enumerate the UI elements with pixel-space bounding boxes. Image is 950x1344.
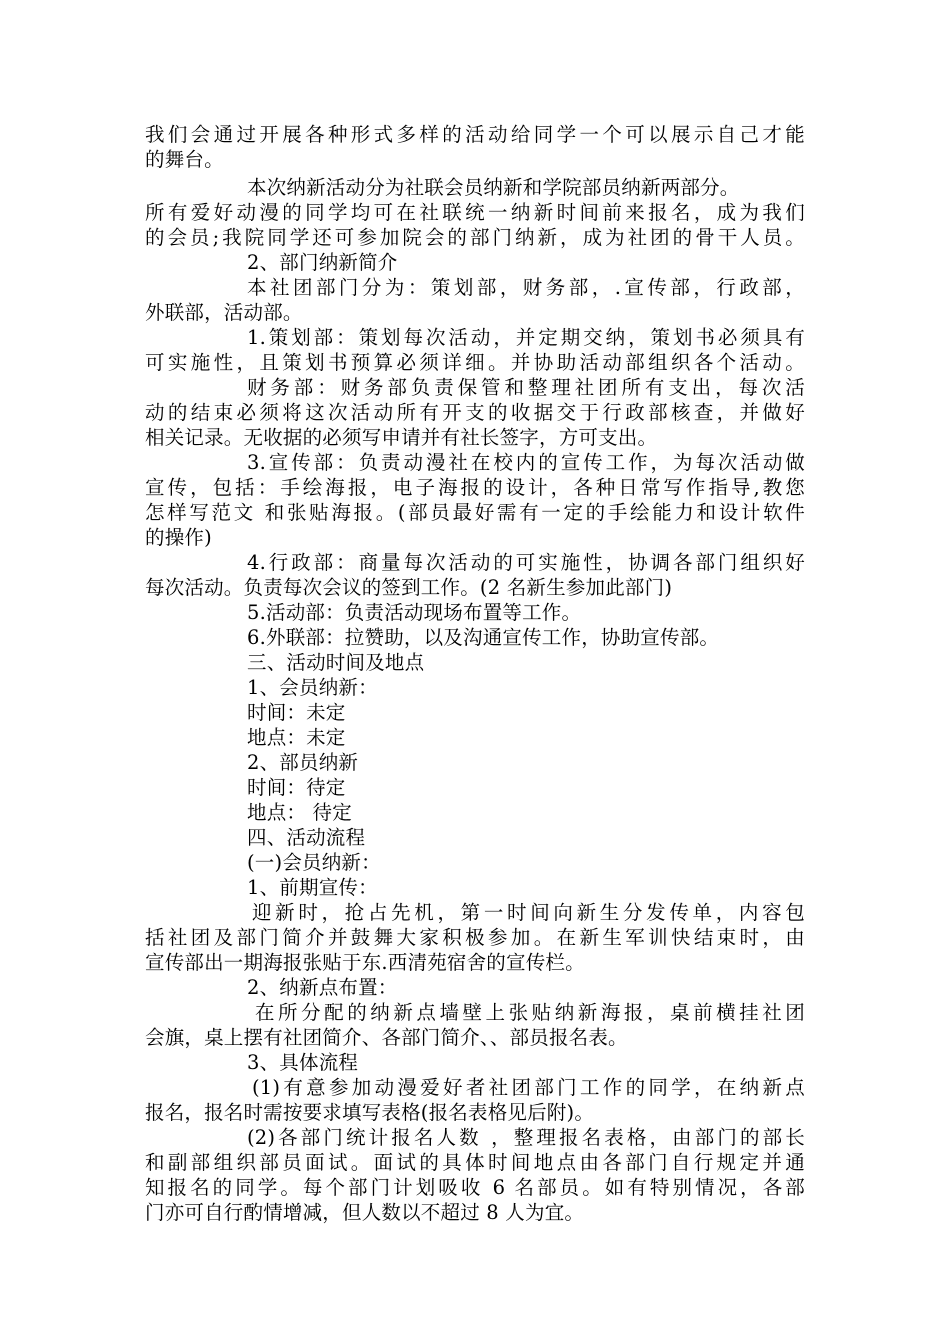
section-heading: 四、活动流程 [247,826,366,849]
paragraph-line: 本社团部门分为：策划部，财务部，.宣传部，行政部， [247,276,805,299]
paragraph-line: 3.宣传部：负责动漫社在校内的宣传工作，为每次活动做 [247,451,805,474]
paragraph-line: 每次活动。负责每次会议的签到工作。(2 名新生参加此部门) [145,576,673,599]
section-heading: 2、部门纳新简介 [247,251,398,274]
paragraph-line: 我们会通过开展各种形式多样的活动给同学一个可以展示自己才能 [145,123,805,146]
paragraph-line: 相关记录。无收据的必须写申请并有社长签字，方可支出。 [145,426,658,449]
subsection-heading: 1、前期宣传： [247,876,378,899]
paragraph-line: 6.外联部：拉赞助，以及沟通宣传工作，协助宣传部。 [247,626,720,649]
paragraph-line: 在所分配的纳新点墙壁上张贴纳新海报，桌前横挂社团 [255,1001,805,1024]
paragraph-line: 所有爱好动漫的同学均可在社联统一纳新时间前来报名，成为我们 [145,201,805,224]
paragraph-line: 知报名的同学。每个部门计划吸收 6 名部员。如有特别情况，各部 [145,1176,805,1199]
subsection-heading: 3、具体流程 [247,1051,359,1074]
paragraph-line: 财务部：财务部负责保管和整理社团所有支出，每次活 [247,376,805,399]
subsection-heading: 1、会员纳新： [247,676,378,699]
paragraph-line: 本次纳新活动分为社联会员纳新和学院部员纳新两部分。 [247,176,740,199]
paragraph-line: 括社团及部门简介并鼓舞大家积极参加。在新生军训快结束时，由 [145,926,805,949]
paragraph-line: 会旗，桌上摆有社团简介、各部门简介、、部员报名表。 [145,1026,628,1049]
paragraph-line: 1.策划部：策划每次活动，并定期交纳，策划书必须具有 [247,326,805,349]
detail-line: 地点： 待定 [247,801,352,824]
paragraph-line: 宣传，包括：手绘海报，电子海报的设计，各种日常写作指导,教您 [145,476,805,499]
paragraph-line: (1)有意参加动漫爱好者社团部门工作的同学，在纳新点 [252,1076,805,1099]
detail-line: 时间：未定 [247,701,346,724]
paragraph-line: 宣传部出一期海报张贴于东.西清苑宿舍的宣传栏。 [145,951,585,974]
paragraph-line: 报名，报名时需按要求填写表格(报名表格见后附)。 [145,1101,595,1124]
paragraph-line: 和副部组织部员面试。面试的具体时间地点由各部门自行规定并通 [145,1151,805,1174]
paragraph-line: 怎样写范文 和张贴海报。(部员最好需有一定的手绘能力和设计软件 [145,501,805,524]
paragraph-line: 的舞台。 [145,148,224,171]
paragraph-line: 可实施性，且策划书预算必须详细。并协助活动部组织各个活动。 [145,351,805,374]
paragraph-line: 4.行政部：商量每次活动的可实施性，协调各部门组织好 [247,551,805,574]
subsection-heading: 2、纳新点布置： [247,976,398,999]
detail-line: 时间：待定 [247,776,346,799]
subsection-heading: (一)会员纳新： [247,851,381,874]
paragraph-line: 迎新时，抢占先机，第一时间向新生分发传单，内容包 [252,901,805,924]
paragraph-line: 门亦可自行酌情增减，但人数以不超过 8 人为宜。 [145,1201,585,1224]
paragraph-line: 的操作) [145,526,212,549]
paragraph-line: (2)各部门统计报名人数 ，整理报名表格，由部门的部长 [247,1126,805,1149]
paragraph-line: 的会员;我院同学还可参加院会的部门纳新，成为社团的骨干人员。 [145,226,805,249]
section-heading: 三、活动时间及地点 [247,651,425,674]
subsection-heading: 2、部员纳新 [247,751,359,774]
paragraph-line: 动的结束必须将这次活动所有开支的收据交于行政部核查，并做好 [145,401,805,424]
paragraph-line: 5.活动部：负责活动现场布置等工作。 [247,601,582,624]
paragraph-line: 外联部，活动部。 [145,301,303,324]
detail-line: 地点：未定 [247,726,346,749]
